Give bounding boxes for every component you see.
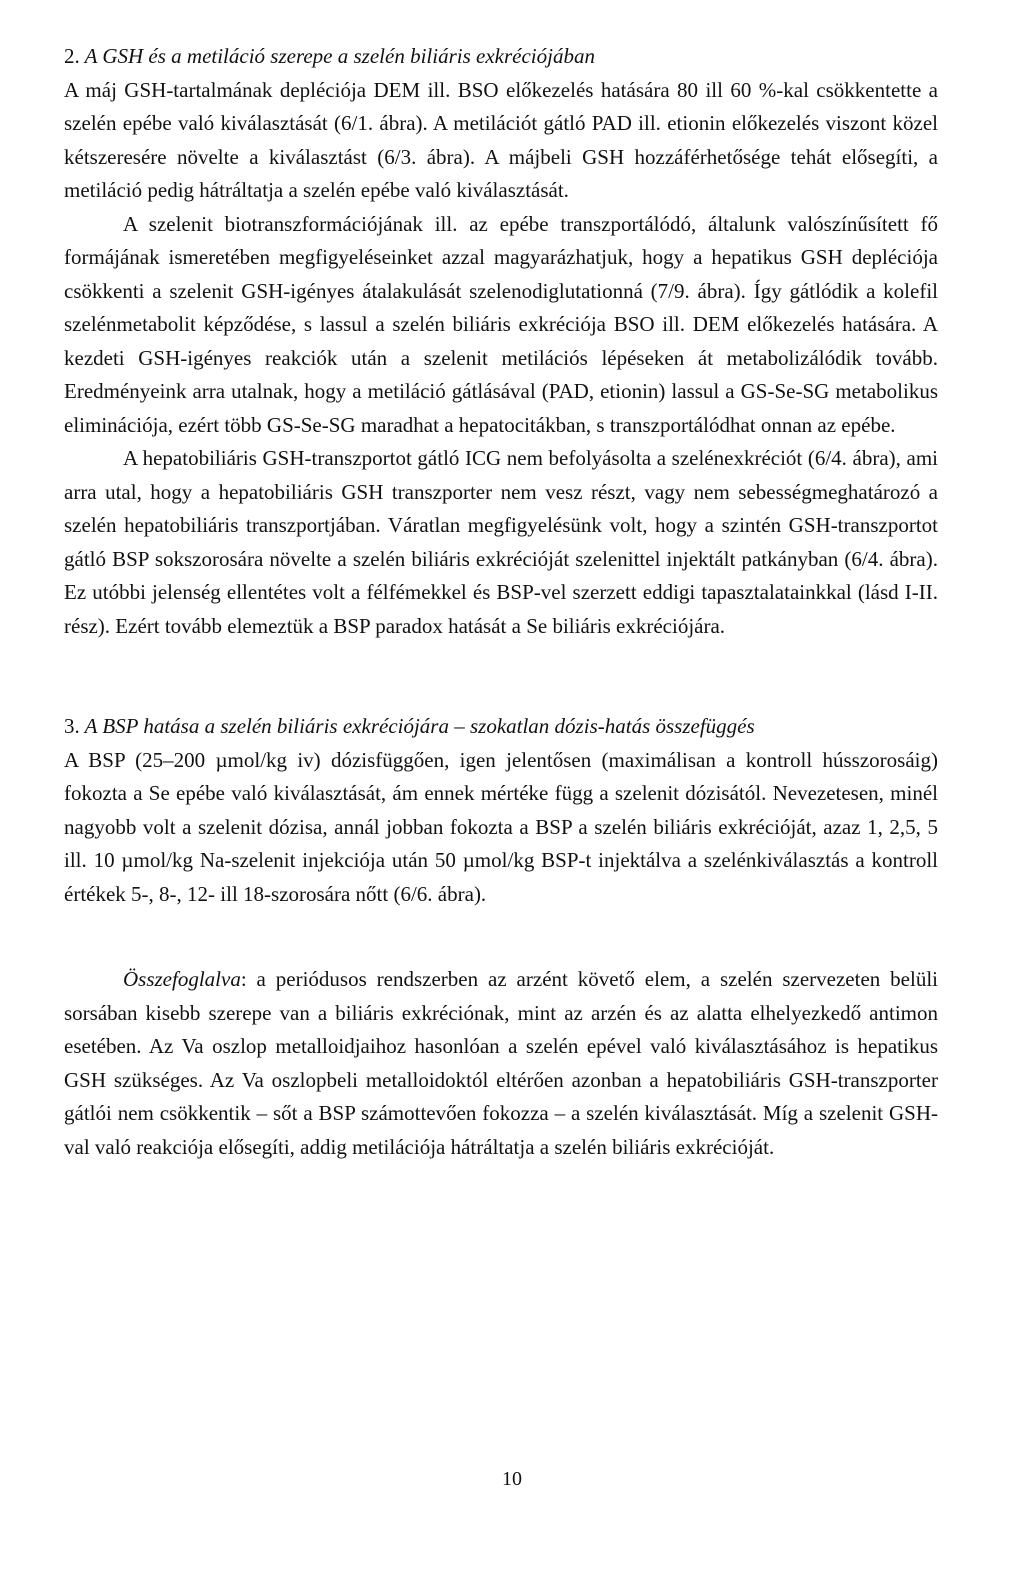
summary-paragraph [64,963,938,1164]
section-2-paragraph-1: A máj GSH-tartalmának depléciója DEM ill. BSO előkezelés hatására 80 ill 60 %-kal csökkentette a szelén epébe való kiválasztását (6/1. ábra). A metilációt gátló PAD ill. etionin előkezelés viszont közel kétszeresére növelte a kiválasztást (6/3. ábra). A májbeli GSH hozzáférhetősége tehát elősegíti, a metiláció pedig hátráltatja a szelén epébe való kiválasztását. [64,77,938,202]
spacer [64,911,938,963]
section-3-title: A BSP hatása a szelén biliáris exkréciójára – szokatlan dózis-hatás összefüggés [84,714,755,738]
page-number: 10 [502,1468,522,1490]
section-2-title: A GSH és a metiláció szerepe a szelén biliáris exkréciójában [84,44,595,68]
section-2-paragraph-3: A hepatobiliáris GSH-transzportot gátló ICG nem befolyásolta a szelénexkréciót (6/4. ábra), ami arra utal, hogy a hepatobiliáris GSH transzporter nem vesz részt, vagy nem sebességmeghatározó a szelén hepatobiliáris transzportjában. Váratlan megfigyelésünk volt, hogy a szintén GSH-transzportot gátló BSP sokszorosára növelte a szelén biliáris exkrécióját szelenittel injektált patkányban (6/4. ábra). Ez utóbbi jelenség ellentétes volt a félfémekkel és BSP-vel szerzett eddigi tapasztalatainkkal (lásd I-II. rész). Ezért tovább elemeztük a BSP paradox hatását a Se biliáris exkréciójára. [64,446,938,638]
summary-text: : a periódusos rendszerben az arzént követő elem, a szelén szervezeten belüli sorsában kisebb szerepe van a biliáris exkréciónak, mint az arzén és az alatta elhelyezkedő antimon esetében. Az Va oszlop metalloidjaihoz hasonlóan a szelén epével való kiválasztásához is hepatikus GSH szükséges. Az Va oszlopbeli metalloidoktól eltérően azonban a hepatobiliáris GSH-transzporter gátlói nem csökkentik – sőt a BSP számottevően fokozza – a szelén kiválasztását. Míg a szelenit GSH-val való reakciója elősegíti, addig metilációja hátráltatja a szelén biliáris exkrécióját. [64,967,938,1159]
summary-label: Összefoglalva [123,967,241,991]
spacer [64,643,938,710]
section-3-paragraph: A BSP (25–200 µmol/kg iv) dózisfüggően, igen jelentősen (maximálisan a kontroll hússzorosáig) fokozta a Se epébe való kiválasztását, ám ennek mértéke függ a szelenit dózisától. Nevezetesen, minél nagyobb volt a szelenit dózisa, annál jobban fokozta a BSP a szelén biliáris exkrécióját, azaz 1, 2,5, 5 ill. 10 µmol/kg Na-szelenit injekciója után 50 µmol/kg BSP-t injektálva a szelénkiválasztás a kontroll értékek 5-, 8-, 12- ill 18-szorosára nőtt (6/6. ábra). [64,747,938,906]
section-2-paragraph-2: A szelenit biotranszformációjának ill. az epébe transzportálódó, általunk valószínűsített fő formájának ismeretében megfigyeléseinket azzal magyarázhatjuk, hogy a hepatikus GSH depléciója csökkenti a szelenit GSH-igényes átalakulását szelenodiglutationná (7/9. ábra). Így gátlódik a kolefil szelénmetabolit képződése, s lassul a szelén biliáris exkréciója BSO ill. DEM előkezelés hatására. A kezdeti GSH-igényes reakciók után a szelenit metilációs lépéseken át metabolizálódik tovább. Eredményeink arra utalnak, hogy a metiláció gátlásával (PAD, etionin) lassul a GS-Se-SG metabolikus eliminációja, ezért több GS-Se-SG maradhat a hepatocitákban, s transzportálódhat onnan az epébe. [64,211,938,437]
section-3-number: 3. [64,714,80,738]
section-3-heading [64,710,938,744]
section-2-heading [64,40,938,74]
section-2-number: 2. [64,44,80,68]
document-page [64,40,938,1164]
